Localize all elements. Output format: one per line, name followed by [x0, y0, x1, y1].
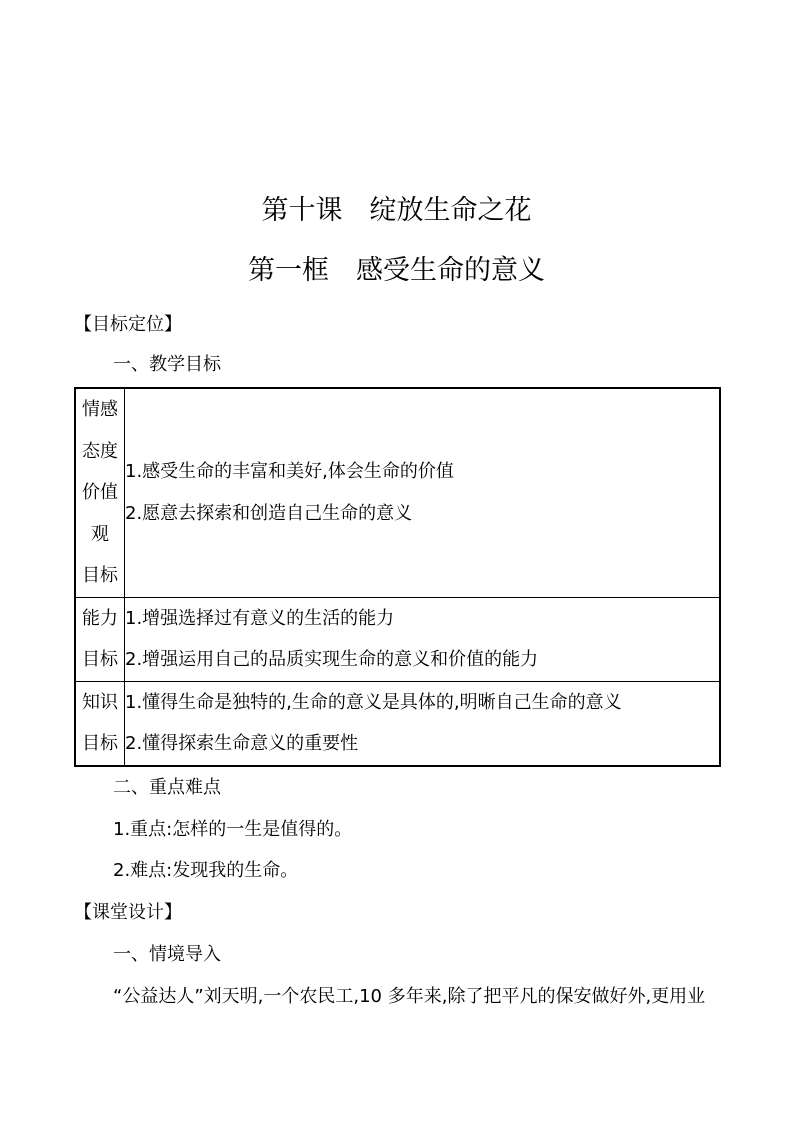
- category-line: 目标: [82, 649, 118, 670]
- category-cell: [75, 597, 125, 681]
- goal-item: 1.增强选择过有意义的生活的能力: [125, 607, 395, 629]
- intro-heading: 一、情境导入: [113, 944, 221, 965]
- goal-item: 1.懂得生命是独特的,生命的意义是具体的,明晰自己生命的意义: [125, 691, 622, 713]
- goal-item: 2.增强运用自己的品质实现生命的意义和价值的能力: [125, 649, 539, 670]
- category-line: 目标: [82, 733, 118, 754]
- category-line: 知识: [82, 691, 118, 713]
- goal-positioning-heading: 【目标定位】: [74, 314, 182, 335]
- goal-item: 1.感受生命的丰富和美好,体会生命的价值: [125, 461, 454, 483]
- difficult-point: 2.难点:发现我的生命。: [113, 860, 299, 881]
- table-row: [75, 388, 720, 597]
- table-row: [75, 597, 720, 681]
- items-cell: [125, 597, 721, 681]
- key-point: 1.重点:怎样的一生是值得的。: [113, 819, 353, 840]
- lesson-title: 第十课 绽放生命之花: [261, 195, 532, 226]
- intro-paragraph: “公益达人”刘天明,一个农民工,10 多年来,除了把平凡的保安做好外,更用业: [113, 986, 706, 1007]
- table-row: [75, 681, 720, 766]
- category-line: 情感: [82, 399, 118, 420]
- class-design-heading: 【课堂设计】: [74, 902, 182, 923]
- category-line: 观: [91, 523, 109, 545]
- teaching-goals-heading: 一、教学目标: [113, 354, 221, 375]
- category-cell: [75, 388, 125, 597]
- teaching-goals-table: [74, 387, 721, 767]
- category-line: 目标: [82, 565, 118, 586]
- category-line: 能力: [82, 607, 118, 629]
- goal-item: 2.懂得探索生命意义的重要性: [125, 733, 359, 754]
- items-cell: [125, 681, 721, 766]
- goal-item: 2.愿意去探索和创造自己生命的意义: [125, 502, 413, 524]
- category-cell: [75, 681, 125, 766]
- category-line: 价值: [82, 482, 118, 503]
- items-cell: [125, 388, 721, 597]
- key-points-heading: 二、重点难点: [113, 777, 221, 798]
- category-line: 态度: [82, 440, 118, 462]
- section-title: 第一框 感受生命的意义: [248, 255, 545, 286]
